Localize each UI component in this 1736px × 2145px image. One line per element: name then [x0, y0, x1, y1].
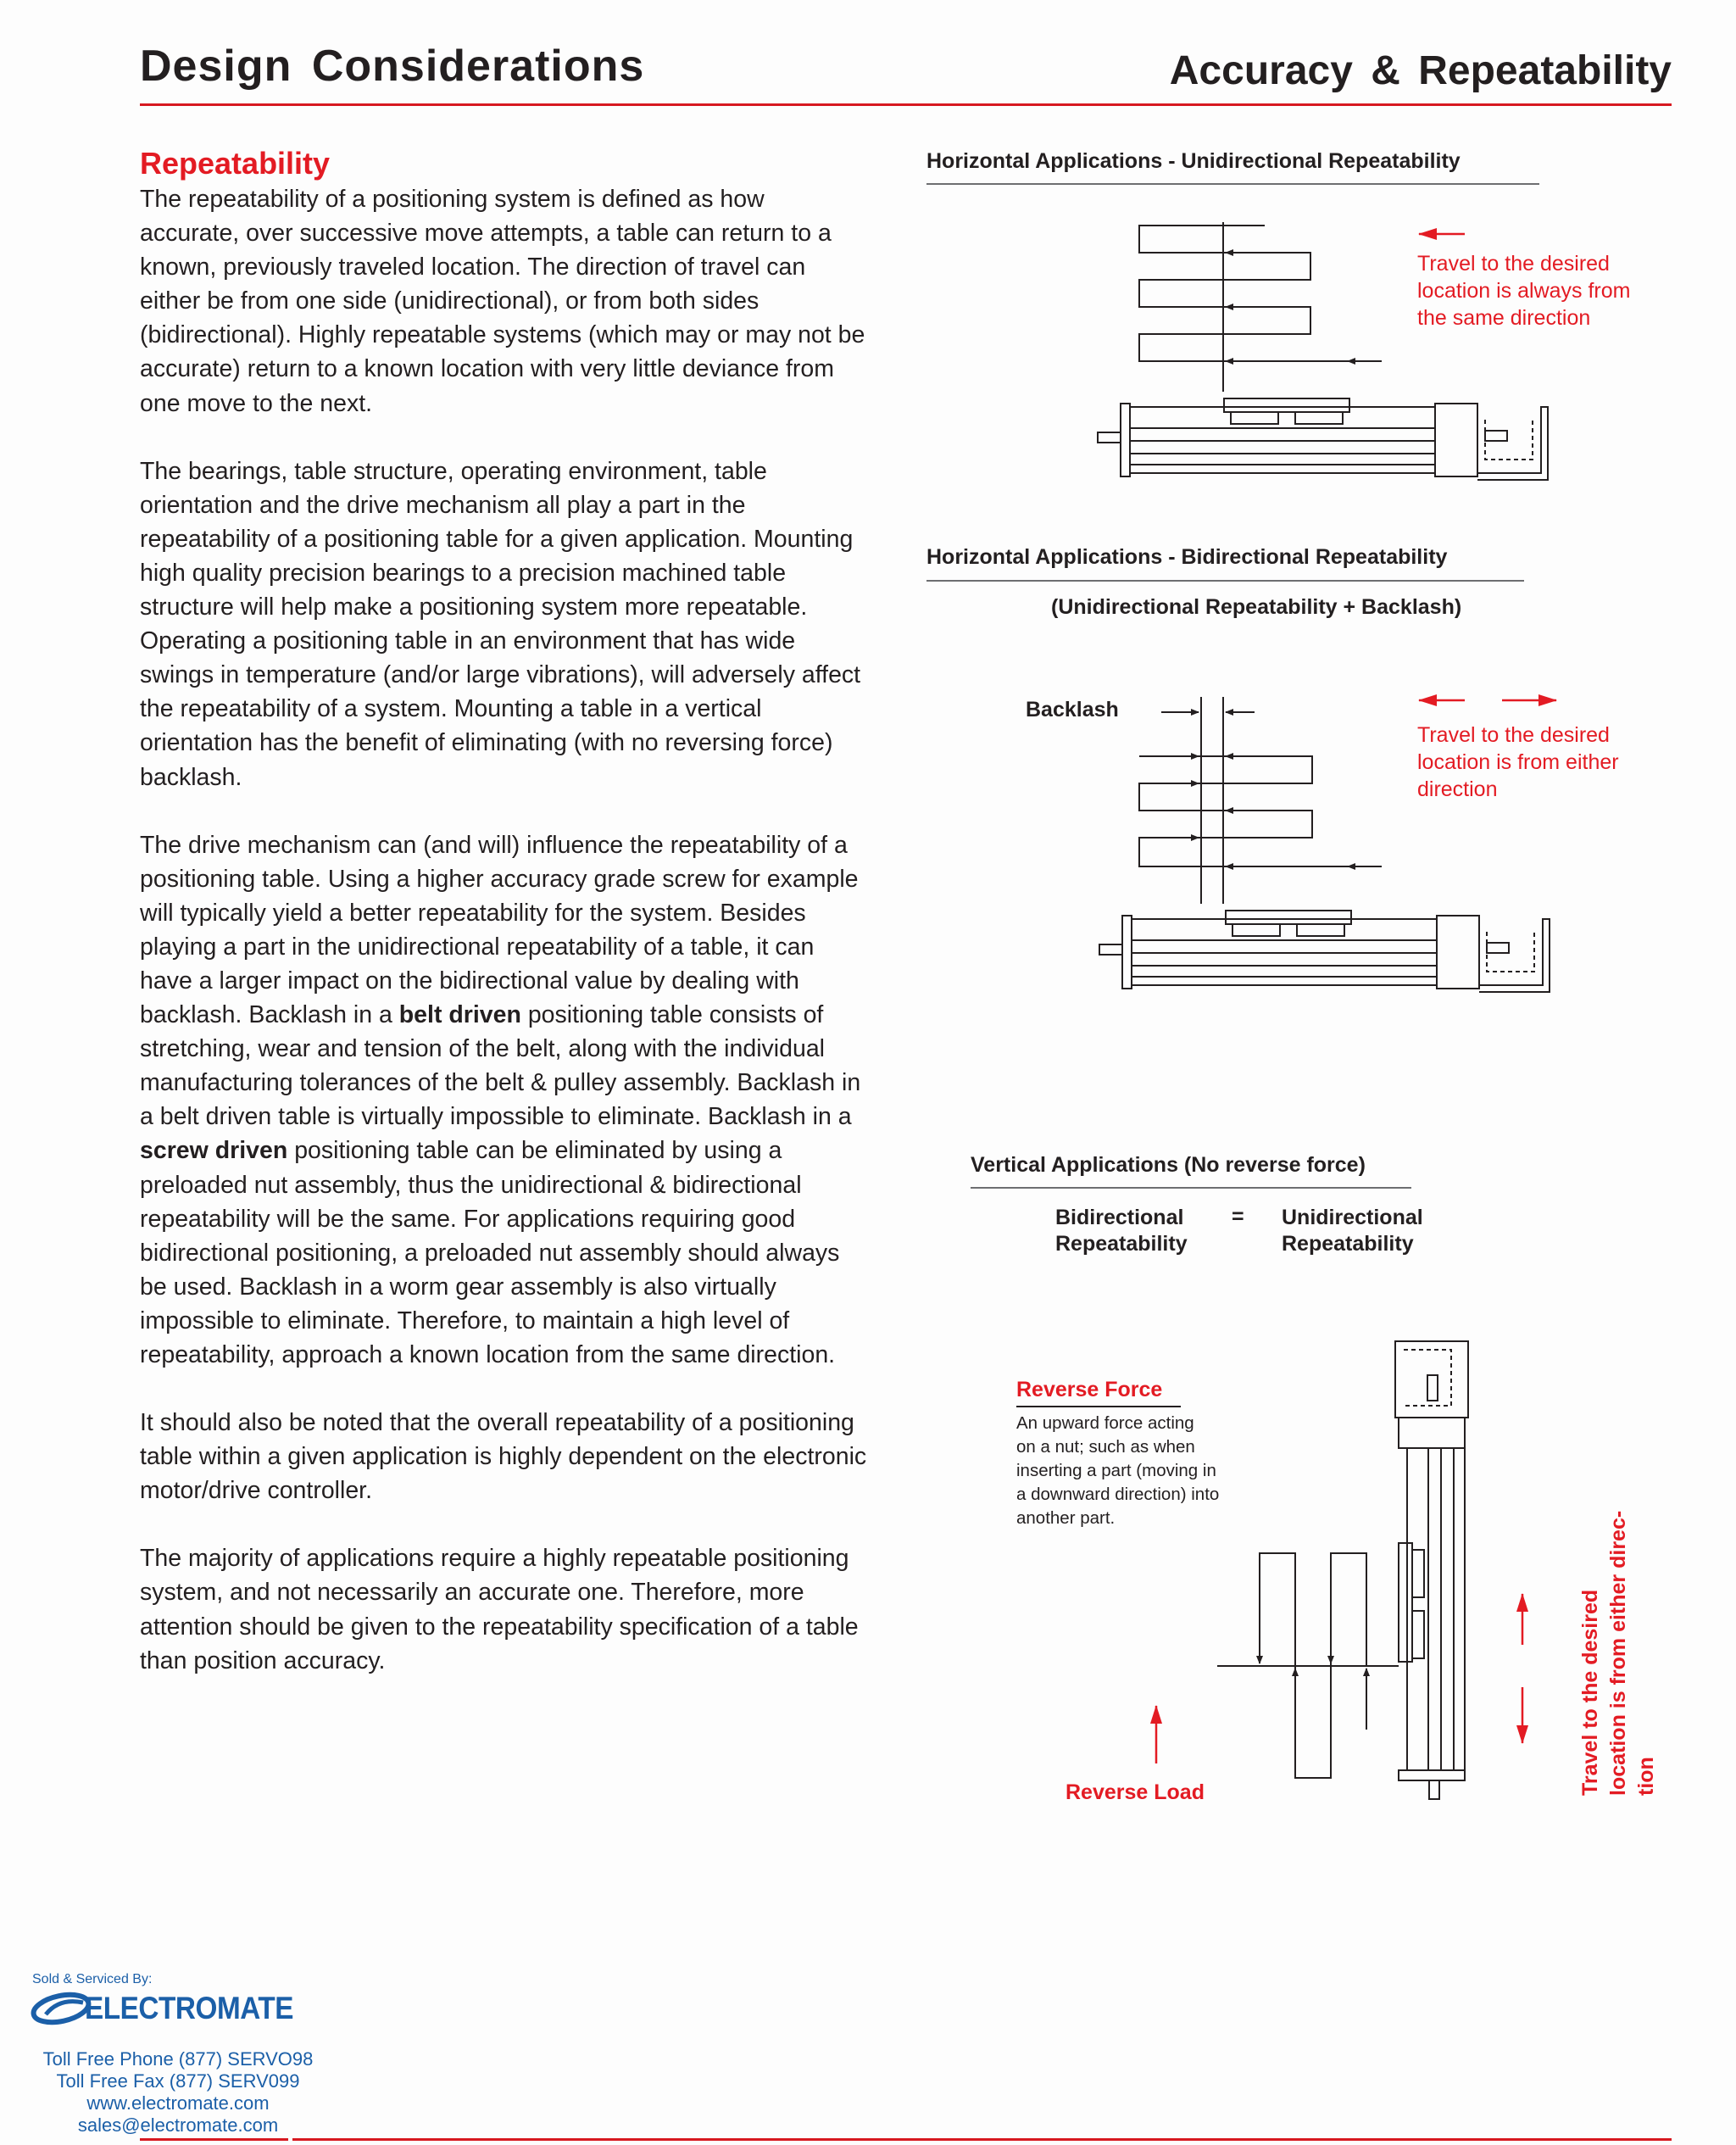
- diagram1-note-line: location is always from: [1417, 279, 1631, 303]
- eq-left-line: Repeatability: [1055, 1232, 1188, 1256]
- reverse-force-line: a downward direction) into: [1016, 1485, 1220, 1504]
- reverse-force-line: inserting a part (moving in: [1016, 1461, 1216, 1480]
- diagram2-path: [1139, 697, 1382, 904]
- diagram3-table: [1395, 1341, 1468, 1799]
- diagram1-table: [1098, 398, 1548, 480]
- reverse-force-line: another part.: [1016, 1508, 1116, 1528]
- diagram1-note-line: Travel to the desired: [1417, 252, 1610, 276]
- page-title: Design Considerations: [140, 42, 645, 91]
- email-link[interactable]: sales@electromate.com: [77, 2114, 279, 2136]
- side-note-line: tion: [1634, 1757, 1658, 1796]
- diagram3-path: [1217, 1553, 1399, 1778]
- reverse-force-line: on a nut; such as when: [1016, 1437, 1195, 1457]
- side-note-line: Travel to the desired: [1578, 1589, 1602, 1796]
- p3-bold-belt: belt driven: [398, 1001, 521, 1029]
- section-title: Repeatability: [140, 146, 331, 181]
- paragraph-2: The bearings, table structure, operating environment, table orientation and the drive mechanism all play a part in the repeatability of a positioning table for a given application. Mounting high quality precision bearings to a precision machined table structure will help make a positioning system more repeatable. Operating a positioning table in an environment that has wide swings in temperature (and/or large vibrations), will adversely affect the repeatability of a system. Mounting a table in a vertical orientation has the benefit of eliminating (with no reversing force) backlash.: [140, 457, 861, 791]
- diagram2-title: Horizontal Applications - Bidirectional Repeatability: [926, 545, 1448, 569]
- diagram2-note-line: direction: [1417, 777, 1498, 801]
- paragraph-4: It should also be noted that the overall repeatability of a positioning table within a given application is highly dependent on the electronic motor/drive controller.: [140, 1409, 867, 1505]
- fax-text: Toll Free Fax (877) SERV099: [56, 2070, 300, 2092]
- phone-text: Toll Free Phone (877) SERVO98: [42, 2048, 314, 2070]
- p3-text-d: positioning table can be eliminated by using a preloaded nut assembly, thus the unidirectional & bidirectional repeatability will be the same. For applications requiring good bidirectional positioning, a preloaded nut assembly should always be used. Backlash in a worm gear assembly is also virtually impossible to eliminate. Therefore, to maintain a high level of repeatability, approach a known location from the same direction.: [140, 1137, 840, 1368]
- paragraph-5: The majority of applications require a highly repeatable positioning system, and not necessarily an accurate one. Therefore, more attention should be given to the repeatability specification of a table than position accuracy.: [140, 1545, 859, 1674]
- diagram1-note-line: the same direction: [1417, 306, 1591, 330]
- website-link[interactable]: www.electromate.com: [86, 2092, 270, 2114]
- backlash-label: Backlash: [1026, 698, 1119, 722]
- diagram1-path: [1139, 222, 1382, 392]
- diagram2-note-line: Travel to the desired: [1417, 723, 1610, 747]
- reverse-force-line: An upward force acting: [1016, 1413, 1194, 1433]
- reverse-load-label: Reverse Load: [1066, 1780, 1205, 1804]
- footer-rule: [292, 2138, 1672, 2141]
- diagram2-note-line: location is from either: [1417, 750, 1619, 774]
- diagram2-subtitle: (Unidirectional Repeatability + Backlash): [1051, 595, 1462, 619]
- p3-bold-screw: screw driven: [140, 1137, 288, 1165]
- diagram1-title: Horizontal Applications - Unidirectional Repeatability: [926, 149, 1461, 173]
- side-note-line: location is from either direc-: [1606, 1510, 1630, 1796]
- p3-text-a: The drive mechanism can (and will) influence the repeatability of a positioning table. Using a higher accuracy grade screw for example will typically yield a better repeatability for the system. Besides playing a part in the unidirectional repeatability of a table, it can have a larger impact on the bidirectional value by dealing with backlash. Backlash in a: [140, 831, 859, 1029]
- eq-right-line: Repeatability: [1282, 1232, 1414, 1256]
- diagram2-table: [1099, 911, 1550, 992]
- eq-left-line: Bidirectional: [1055, 1206, 1184, 1229]
- eq-sign: =: [1232, 1205, 1244, 1228]
- eq-right-line: Unidirectional: [1282, 1206, 1423, 1229]
- p3-text-c: positioning table consists of stretching, wear and tension of the belt, along with the individual manufacturing tolerances of the belt & pulley assembly. Backlash in a belt driven table is virtually impossible to eliminate. Backlash in a: [140, 1001, 861, 1131]
- footer-rule: [140, 2138, 288, 2141]
- reverse-force-title: Reverse Force: [1016, 1378, 1163, 1401]
- sold-by-label: Sold & Serviced By:: [32, 1972, 153, 1986]
- paragraph-1: The repeatability of a positioning system is defined as how accurate, over successive move attempts, a table can return to a known, previously traveled location. The direction of travel can either be from one side (unidirectional), or from both sides (bidirectional). Highly repeatable systems (which may or may not be accurate) return to a known location with very little deviance from one move to the next.: [140, 186, 865, 417]
- company-name: ELECTROMATE: [85, 1991, 294, 2025]
- diagram3-title: Vertical Applications (No reverse force): [971, 1153, 1366, 1177]
- page-subtitle: Accuracy & Repeatability: [1169, 48, 1672, 93]
